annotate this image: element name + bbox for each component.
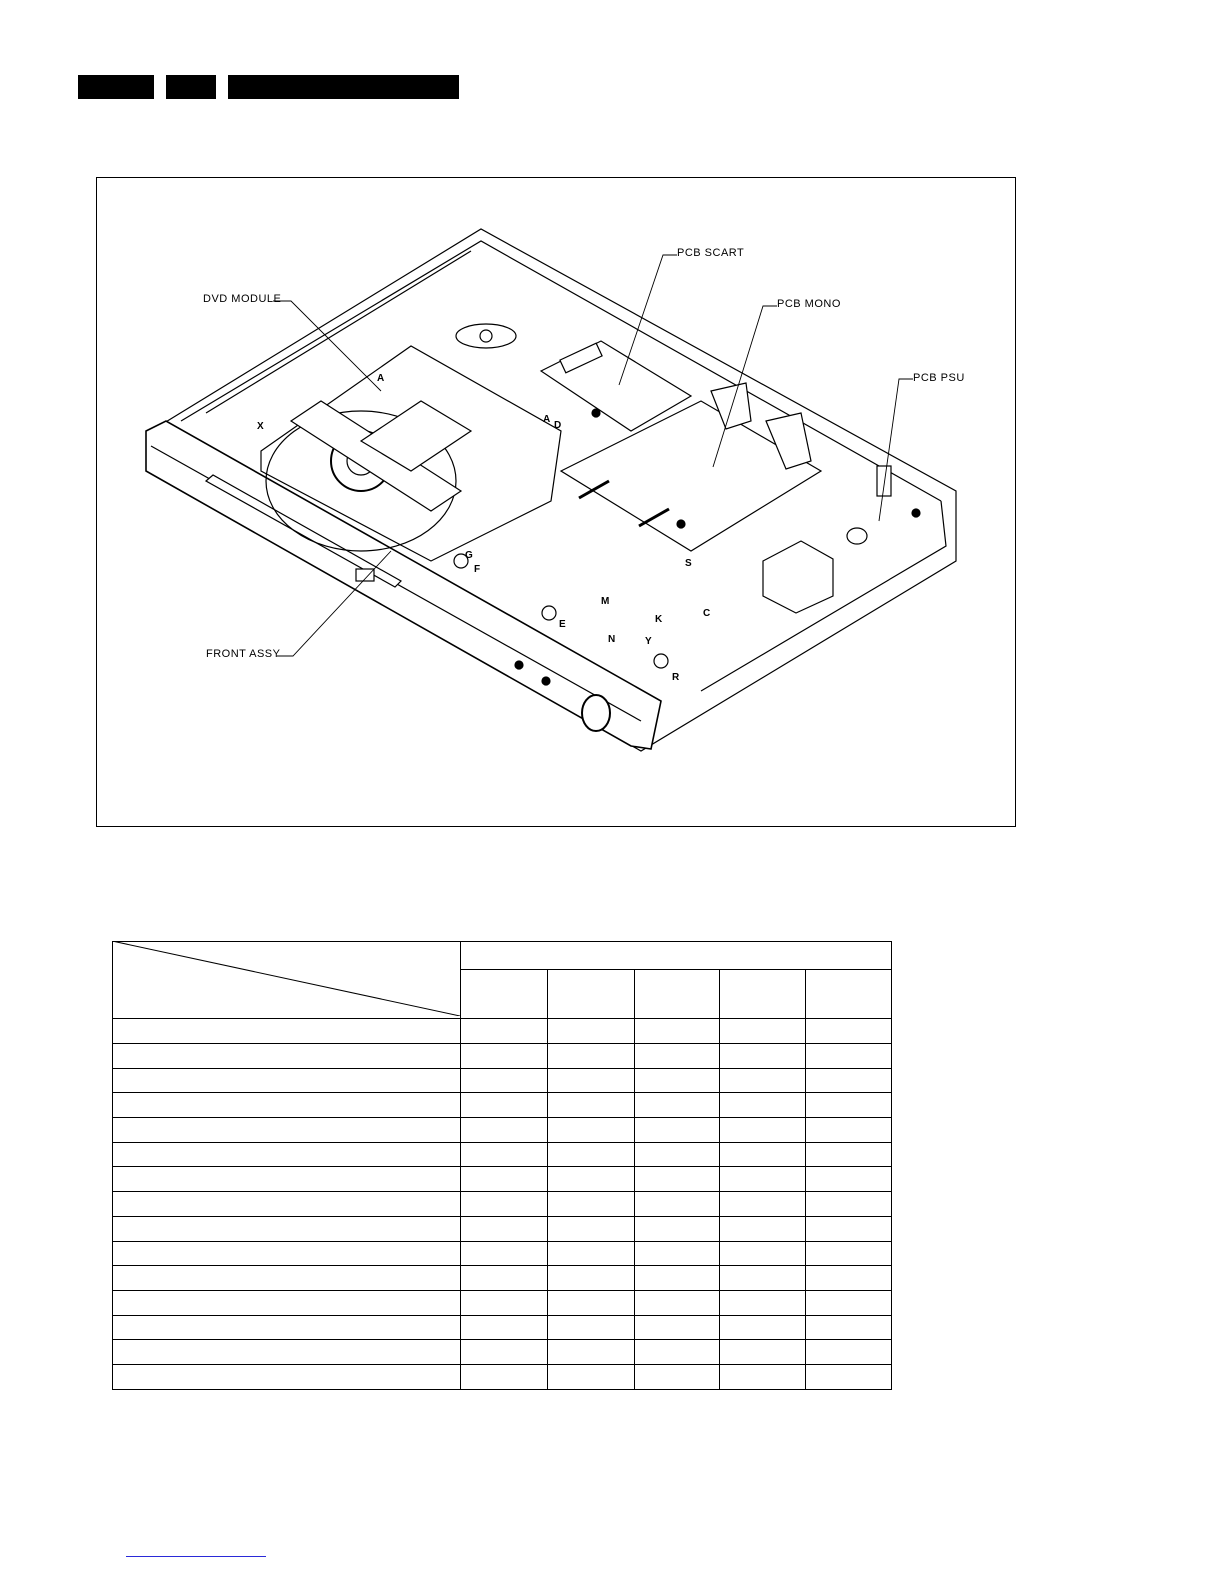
table-cell xyxy=(548,1192,635,1217)
table-cell xyxy=(806,1315,892,1340)
part-letter: F xyxy=(474,564,481,575)
callout-pcb-psu: PCB PSU xyxy=(913,372,965,384)
table-cell xyxy=(720,1290,806,1315)
power-knob xyxy=(582,695,610,731)
table-cell xyxy=(720,1093,806,1118)
table-cell xyxy=(806,1019,892,1044)
header-span-cell xyxy=(461,942,892,970)
part-letter: C xyxy=(703,608,711,619)
table-cell xyxy=(806,1068,892,1093)
part-letter: S xyxy=(685,558,693,569)
table-cell xyxy=(635,1290,720,1315)
table-cell xyxy=(548,1216,635,1241)
table-cell xyxy=(461,1365,548,1390)
parts-table xyxy=(112,941,891,1390)
header-cell xyxy=(461,969,548,1018)
table-cell xyxy=(548,1241,635,1266)
part-letter: G xyxy=(465,550,474,561)
part-letter: X xyxy=(257,421,265,432)
chassis-drawing xyxy=(97,178,1015,826)
table-cell xyxy=(113,1043,461,1068)
header-bar-chapter xyxy=(78,75,154,99)
table-cell xyxy=(635,1043,720,1068)
table-cell xyxy=(635,1241,720,1266)
table-cell xyxy=(548,1068,635,1093)
table-cell xyxy=(548,1340,635,1365)
table-cell xyxy=(113,1118,461,1143)
part-letter: D xyxy=(554,420,562,431)
header-cell xyxy=(806,969,892,1018)
table-cell xyxy=(720,1266,806,1291)
table-cell xyxy=(461,1118,548,1143)
table-cell xyxy=(720,1315,806,1340)
table-cell xyxy=(806,1241,892,1266)
table-cell xyxy=(113,1068,461,1093)
table-cell xyxy=(461,1167,548,1192)
part-letter: M xyxy=(601,596,610,607)
table-cell xyxy=(806,1290,892,1315)
table-cell xyxy=(720,1043,806,1068)
table-row xyxy=(113,1093,892,1118)
table-row xyxy=(113,1365,892,1390)
table-cell xyxy=(635,1365,720,1390)
table-row xyxy=(113,1019,892,1044)
table-cell xyxy=(720,1142,806,1167)
table-cell xyxy=(635,1118,720,1143)
table-row xyxy=(113,1068,892,1093)
table-row xyxy=(113,1315,892,1340)
footer-link[interactable] xyxy=(126,1556,266,1557)
table-cell xyxy=(461,1290,548,1315)
table-cell xyxy=(461,1266,548,1291)
table-cell xyxy=(461,1216,548,1241)
table-cell xyxy=(720,1241,806,1266)
table-cell xyxy=(461,1241,548,1266)
table-row xyxy=(113,1118,892,1143)
part-letter: K xyxy=(655,614,663,625)
table-row xyxy=(113,1241,892,1266)
table-cell xyxy=(461,1315,548,1340)
table-cell xyxy=(113,1266,461,1291)
table-cell xyxy=(113,1216,461,1241)
part-letter: N xyxy=(608,634,616,645)
table-cell xyxy=(548,1290,635,1315)
table-cell xyxy=(461,1192,548,1217)
table-cell xyxy=(635,1216,720,1241)
table-cell xyxy=(113,1241,461,1266)
table-cell xyxy=(806,1266,892,1291)
table-cell xyxy=(548,1365,635,1390)
table-row xyxy=(113,1216,892,1241)
callout-pcb-scart: PCB SCART xyxy=(677,247,745,259)
table-header-diagonal xyxy=(112,941,460,1016)
table-cell xyxy=(461,1340,548,1365)
header-bar-page xyxy=(166,75,216,99)
table-cell xyxy=(635,1340,720,1365)
table-row xyxy=(113,1340,892,1365)
header-cell xyxy=(720,969,806,1018)
table-cell xyxy=(806,1043,892,1068)
table-cell xyxy=(548,1093,635,1118)
table-cell xyxy=(461,1043,548,1068)
table-cell xyxy=(548,1266,635,1291)
table-cell xyxy=(548,1118,635,1143)
table-cell xyxy=(720,1068,806,1093)
table-cell xyxy=(720,1192,806,1217)
table-cell xyxy=(635,1266,720,1291)
table-cell xyxy=(635,1167,720,1192)
table-cell xyxy=(548,1019,635,1044)
table-cell xyxy=(806,1216,892,1241)
exploded-view-figure xyxy=(96,177,1016,827)
table-cell xyxy=(113,1315,461,1340)
table-cell xyxy=(113,1290,461,1315)
table-cell xyxy=(113,1019,461,1044)
part-letter: E xyxy=(559,619,567,630)
table-cell xyxy=(720,1216,806,1241)
table-cell xyxy=(720,1167,806,1192)
table-cell xyxy=(548,1043,635,1068)
table-cell xyxy=(806,1093,892,1118)
callout-dvd-module: DVD MODULE xyxy=(203,293,282,305)
table-cell xyxy=(806,1192,892,1217)
header-cell xyxy=(635,969,720,1018)
table-cell xyxy=(635,1315,720,1340)
table-cell xyxy=(806,1142,892,1167)
table-cell xyxy=(461,1142,548,1167)
table-cell xyxy=(113,1192,461,1217)
part-letter: Y xyxy=(645,636,653,647)
table-cell xyxy=(548,1167,635,1192)
table-cell xyxy=(113,1142,461,1167)
table-cell xyxy=(635,1068,720,1093)
callout-front-assy: FRONT ASSY xyxy=(206,648,281,660)
header-bar-title xyxy=(228,75,459,99)
table-cell xyxy=(806,1365,892,1390)
table-cell xyxy=(461,1093,548,1118)
table-cell xyxy=(720,1118,806,1143)
table-row xyxy=(113,1167,892,1192)
table-row xyxy=(113,1290,892,1315)
table-cell xyxy=(635,1093,720,1118)
table-cell xyxy=(548,1315,635,1340)
table-cell xyxy=(635,1019,720,1044)
table-row xyxy=(113,1266,892,1291)
table-row xyxy=(113,1043,892,1068)
table-cell xyxy=(720,1365,806,1390)
table-cell xyxy=(806,1340,892,1365)
table-cell xyxy=(635,1192,720,1217)
part-letter: A xyxy=(543,414,551,425)
table-row xyxy=(113,1192,892,1217)
table-cell xyxy=(461,1019,548,1044)
table-cell xyxy=(113,1365,461,1390)
table-cell xyxy=(113,1093,461,1118)
table-cell xyxy=(806,1118,892,1143)
table-cell xyxy=(548,1142,635,1167)
part-letter: R xyxy=(672,672,680,683)
table-cell xyxy=(720,1340,806,1365)
table-cell xyxy=(720,1019,806,1044)
table-cell xyxy=(635,1142,720,1167)
table-cell xyxy=(461,1068,548,1093)
table-cell xyxy=(113,1340,461,1365)
part-letter: A xyxy=(377,373,385,384)
table-row xyxy=(113,1142,892,1167)
table-cell xyxy=(113,1167,461,1192)
table-cell xyxy=(806,1167,892,1192)
callout-pcb-mono: PCB MONO xyxy=(777,298,841,310)
header-cell xyxy=(548,969,635,1018)
